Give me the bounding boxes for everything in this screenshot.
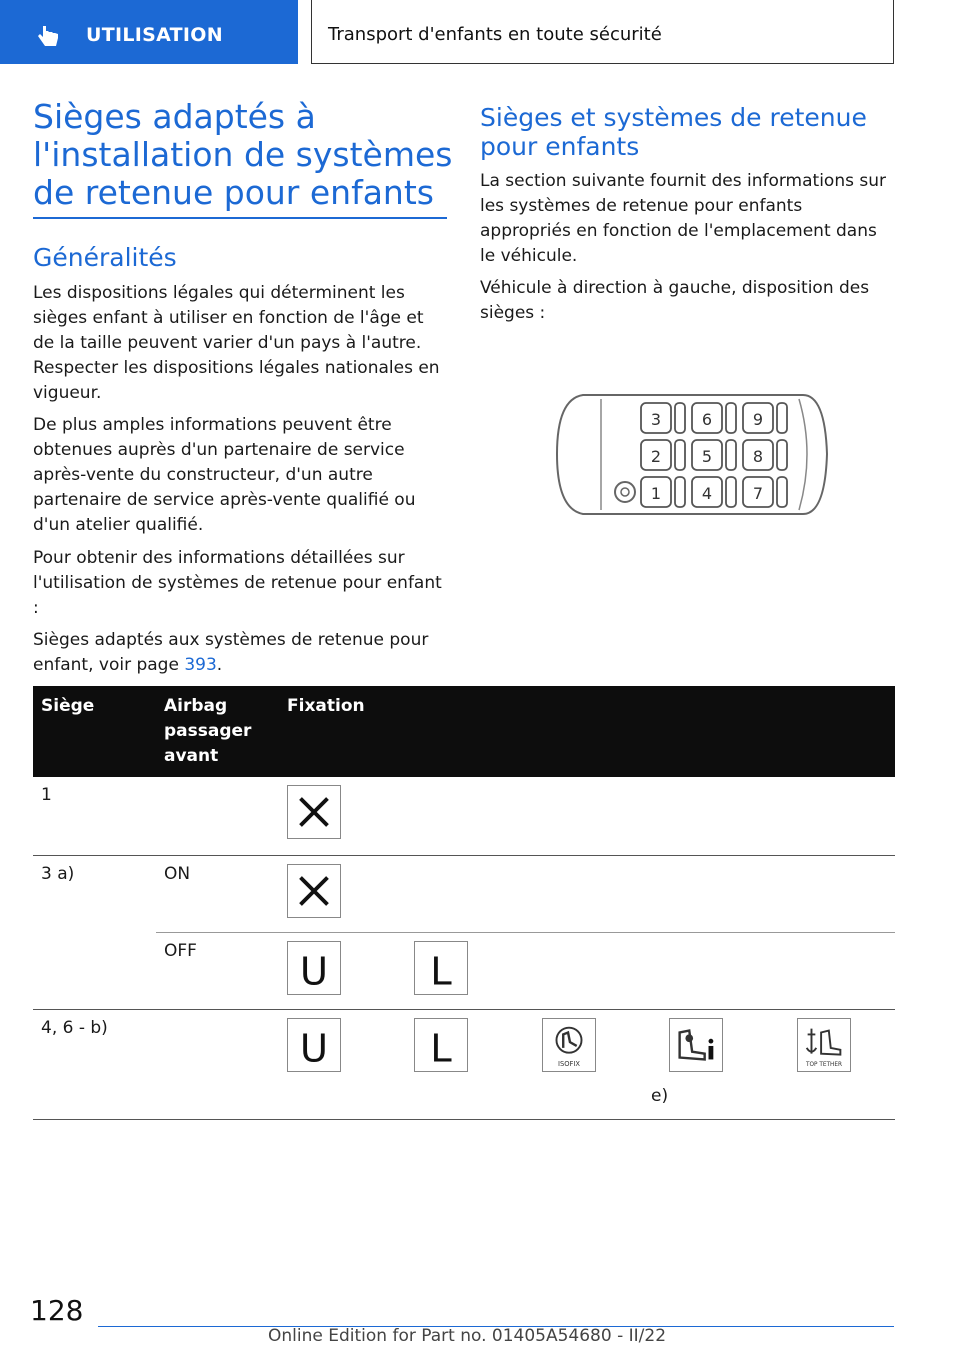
svg-text:ISOFIX: ISOFIX: [557, 1059, 580, 1068]
section-heading-general: Généralités: [33, 243, 177, 272]
paragraph-details: Pour obtenir des informations détaillées sur l'utilisation de systèmes de retenue pour enfant :: [33, 548, 442, 618]
seat-backrest: [726, 477, 736, 507]
svg-text:L: L: [430, 1025, 453, 1071]
table-row: [33, 855, 895, 932]
table-row: [33, 932, 895, 1009]
seat-backrest: [777, 440, 787, 470]
paragraph-service: De plus amples informations peuvent être obtenues auprès d'un partenaire de service après-vente du constructeur, d'un autre partenaire de service après-vente qualifié ou d'un atelier qualifié.: [33, 415, 416, 535]
top-tether-icon: [797, 1018, 851, 1072]
airbag-cell: [164, 777, 271, 785]
universal-u-icon: [287, 941, 341, 995]
isofix-icon: [542, 1018, 596, 1072]
seat-number: 7: [752, 484, 764, 503]
airbag-cell: [164, 1010, 271, 1018]
airbag-cell: ON: [164, 863, 191, 884]
paragraph-reference: Sièges adaptés aux systèmes de retenue pour enfant, voir page 393.: [33, 630, 429, 675]
seat-number: 6: [701, 410, 713, 429]
svg-text:U: U: [299, 1025, 329, 1071]
seat-layout-diagram: [553, 391, 829, 518]
seat-backrest: [777, 477, 787, 507]
seat-number: 5: [701, 447, 713, 466]
section-heading-seats: Sièges et systèmes de retenue pour enfants: [480, 103, 867, 161]
seat-number: 4: [701, 484, 713, 503]
title-divider: [33, 217, 447, 219]
airbag-cell: OFF: [164, 940, 197, 961]
table-row: [33, 777, 895, 855]
not-permitted-x-icon: [287, 864, 341, 918]
seat-backrest: [675, 477, 685, 507]
seat-number: 1: [650, 484, 662, 503]
semi-universal-l-icon: [414, 941, 468, 995]
seat-backrest: [675, 403, 685, 433]
column-header-seat: Siège: [33, 686, 156, 777]
svg-text:TOP TETHER: TOP TETHER: [805, 1061, 842, 1068]
i-size-icon: [669, 1018, 723, 1072]
column-header-airbag: Airbag passager avant: [156, 686, 279, 777]
seat-backrest: [675, 440, 685, 470]
seat-number: 9: [752, 410, 764, 429]
steering-wheel-icon: [615, 482, 635, 502]
seat-cell: 1: [41, 785, 52, 805]
svg-text:L: L: [430, 948, 453, 994]
seat-number: 8: [752, 447, 764, 466]
table-row: [33, 1009, 895, 1119]
page-number: 128: [30, 1294, 84, 1327]
chapter-label: UTILISATION: [86, 24, 223, 46]
chapter-tab[interactable]: [0, 0, 298, 64]
seat-backrest: [777, 403, 787, 433]
paragraph-layout: Véhicule à direction à gauche, disposition des sièges :: [480, 278, 870, 323]
seat-fixation-table: [33, 686, 895, 1120]
seat-number: 2: [650, 447, 662, 466]
seat-number: 3: [650, 410, 662, 429]
page-title: Sièges adaptés à l'installation de systèmes de retenue pour enfants: [33, 97, 453, 212]
svg-text:U: U: [299, 948, 329, 994]
universal-u-icon: [287, 1018, 341, 1072]
seat-cell: 4, 6 - b): [41, 1017, 108, 1038]
not-permitted-x-icon: [287, 785, 341, 839]
hand-pointer-icon: [34, 22, 64, 52]
seat-cell: 3 a): [41, 863, 75, 884]
footnote-marker: e): [651, 1085, 669, 1106]
paragraph-legal: Les dispositions légales qui déterminent les sièges enfant à utiliser en fonction de l'âge et de la taille peuvent varier d'un pays à l'autre. Respecter les dispositions légales nationales en vigueur.: [33, 283, 440, 403]
paragraph-intro: La section suivante fournit des informations sur les systèmes de retenue pour enfants appropriés en fonction de l'emplacement dans le véhicule.: [480, 171, 886, 266]
section-header: [311, 0, 894, 64]
seat-backrest: [726, 440, 736, 470]
page-link[interactable]: 393: [184, 655, 217, 675]
section-title: Transport d'enfants en toute sécurité: [328, 24, 662, 45]
semi-universal-l-icon: [414, 1018, 468, 1072]
column-header-fixation: Fixation: [279, 686, 895, 777]
seat-backrest: [726, 403, 736, 433]
edition-note: Online Edition for Part no. 01405A54680 - II/22: [268, 1326, 667, 1346]
